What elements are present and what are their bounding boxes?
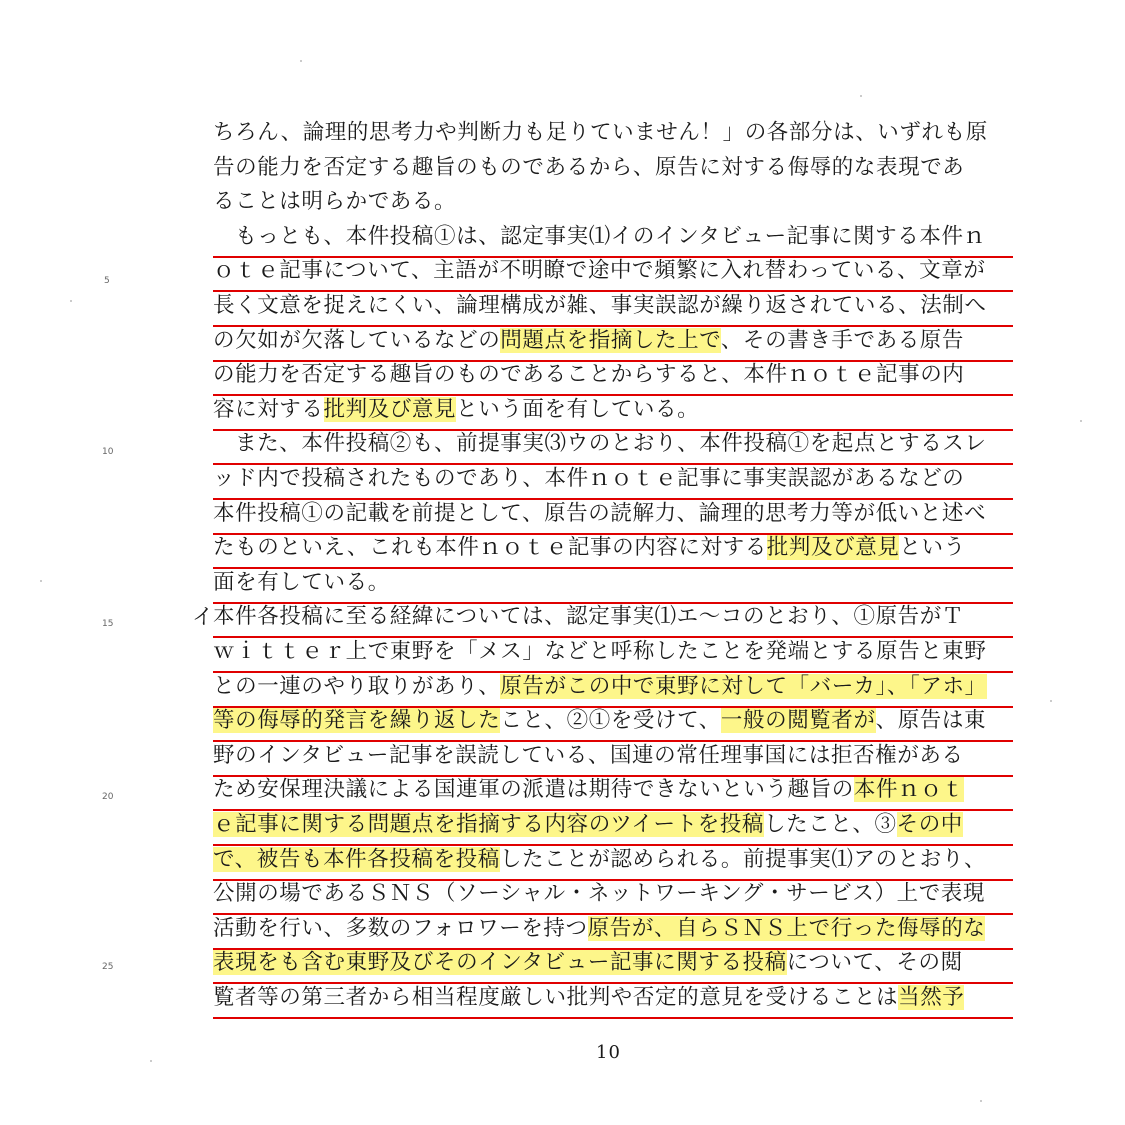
highlighted-text: 原告がこの中で東野に対して「バーカ」、「アホ」 xyxy=(500,674,987,699)
highlighted-text: ｅ記事に関する問題点を指摘する内容のツイートを投稿 xyxy=(213,812,764,837)
text-line xyxy=(213,429,1013,465)
line-text: 本件各投稿に至る経緯については、認定事実⑴エ～コのとおり、①原告がＴ xyxy=(213,604,964,629)
line-text: について、その閲 xyxy=(786,950,963,975)
line-text: 長く文意を捉えにくい、論理構成が雑、事実誤認が繰り返されている、法制へ xyxy=(213,293,987,318)
text-line xyxy=(213,879,1013,915)
gutter-line-number: 5 xyxy=(104,276,110,286)
highlighted-text: 当然予 xyxy=(898,985,965,1010)
text-line xyxy=(213,810,1013,846)
highlighted-text: 原告が、自らＳＮＳ上で行った侮辱的な xyxy=(587,916,986,941)
text-line xyxy=(213,395,1013,431)
line-text: ため安保理決議による国連軍の派遣は期待できないという趣旨の xyxy=(213,777,854,802)
line-text: 活動を行い、多数のフォロワーを持つ xyxy=(213,916,588,941)
line-text: 覧者等の第三者から相当程度厳しい批判や否定的意見を受けることは xyxy=(213,985,899,1010)
highlighted-text: 批判及び意見 xyxy=(323,397,457,422)
gutter-line-number: 20 xyxy=(102,792,114,802)
line-text: 野のインタビュー記事を誤読している、国連の常任理事国には拒否権がある xyxy=(213,743,964,768)
highlighted-text: 等の侮辱的発言を繰り返した xyxy=(213,708,501,733)
highlighted-text: 一般の閲覧者が xyxy=(720,708,876,733)
line-text: こと、②①を受けて、 xyxy=(500,708,721,733)
text-line xyxy=(213,706,1013,742)
highlighted-text: 表現をも含む東野及びそのインタビュー記事に関する投稿 xyxy=(213,950,787,975)
line-text: ちろん、論理的思考力や判断力も足りていません！」の各部分は、いずれも原 xyxy=(213,120,988,145)
text-line xyxy=(213,533,1013,569)
line-text: また、本件投稿②も、前提事実⑶ウのとおり、本件投稿①を起点とするスレ xyxy=(213,431,987,456)
text-line xyxy=(213,983,1013,1019)
text-line xyxy=(213,775,1013,811)
text-line xyxy=(213,464,1013,500)
text-line xyxy=(213,948,1013,984)
line-text: 面を有している。 xyxy=(213,570,390,595)
line-text: との一連のやり取りがあり、 xyxy=(213,674,501,699)
line-text: したこと、③ xyxy=(764,812,897,837)
line-text: 告の能力を否定する趣旨のものであるから、原告に対する侮辱的な表現であ xyxy=(213,155,965,180)
highlighted-text: 問題点を指摘した上で xyxy=(500,328,721,353)
text-line xyxy=(213,222,1013,258)
line-text: の欠如が欠落しているなどの xyxy=(213,328,501,353)
text-line xyxy=(213,499,1013,535)
text-line xyxy=(213,118,1013,152)
text-line xyxy=(213,672,1013,708)
text-line xyxy=(213,568,1013,604)
highlighted-text: その中 xyxy=(896,812,963,837)
text-line xyxy=(213,360,1013,396)
text-line xyxy=(213,326,1013,362)
text-line xyxy=(213,741,1013,777)
line-text: の能力を否定する趣旨のものであることからすると、本件ｎｏｔｅ記事の内 xyxy=(213,362,965,387)
text-line xyxy=(213,291,1013,327)
gutter-line-number: 15 xyxy=(102,619,114,629)
highlighted-text: 批判及び意見 xyxy=(766,535,900,560)
line-text: という面を有している。 xyxy=(456,397,700,422)
line-text: 、原告は東 xyxy=(875,708,987,733)
text-line xyxy=(213,914,1013,950)
page-number: 10 xyxy=(596,1042,621,1063)
text-line xyxy=(213,637,1013,673)
text-line xyxy=(213,256,1013,292)
text-line xyxy=(213,153,1013,187)
line-text: ｏｔｅ記事について、主語が不明瞭で途中で頻繁に入れ替わっている、文章が xyxy=(213,258,986,283)
line-text: という xyxy=(899,535,966,560)
line-text: ることは明らかである。 xyxy=(213,189,457,214)
line-text: 容に対する xyxy=(213,397,324,422)
line-text: ｗｉｔｔｅｒ上で東野を「メス」などと呼称したことを発端とする原告と東野 xyxy=(213,639,987,664)
line-text: 、その書き手である原告 xyxy=(720,328,964,353)
line-text: したことが認められる。前提事実⑴アのとおり、 xyxy=(499,847,987,872)
text-line xyxy=(213,602,1013,638)
text-line xyxy=(213,845,1013,881)
highlighted-text: 本件ｎｏｔ xyxy=(853,777,965,802)
highlighted-text: で、被告も本件各投稿を投稿 xyxy=(213,847,500,872)
line-text: 公開の場であるＳＮＳ（ソーシャル・ネットワーキング・サービス）上で表現 xyxy=(213,881,985,906)
gutter-line-number: 10 xyxy=(102,447,114,457)
line-text: もっとも、本件投稿①は、認定事実⑴イのインタビュー記事に関する本件ｎ xyxy=(213,224,986,249)
line-text: 本件投稿①の記載を前提として、原告の読解力、論理的思考力等が低いと述べ xyxy=(213,501,987,526)
line-text: たものといえ、これも本件ｎｏｔｅ記事の内容に対する xyxy=(213,535,767,560)
text-line xyxy=(213,187,1013,221)
item-marker: イ xyxy=(192,605,214,630)
line-text: ッド内で投稿されたものであり、本件ｎｏｔｅ記事に事実誤認があるなどの xyxy=(213,466,965,491)
gutter-line-number: 25 xyxy=(102,962,114,972)
